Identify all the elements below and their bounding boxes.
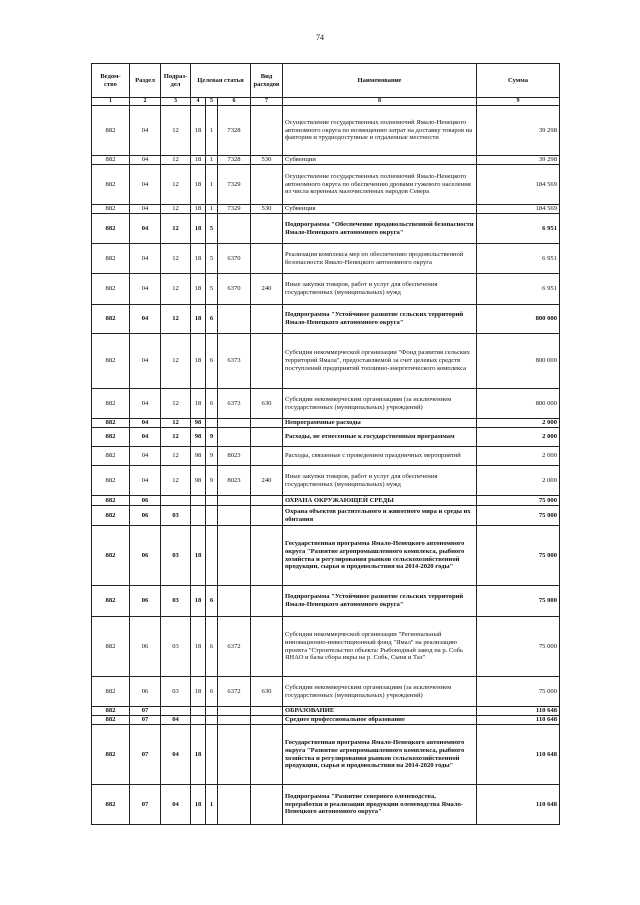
expense-type-cell <box>251 785 283 825</box>
sum-cell: 6 951 <box>477 214 560 244</box>
program-code-cell: 18 <box>191 677 206 707</box>
expense-type-cell: 630 <box>251 389 283 419</box>
sum-cell: 6 951 <box>477 274 560 305</box>
podrazdel-cell <box>161 496 191 506</box>
podrazdel-cell: 03 <box>161 617 191 677</box>
table-row <box>92 274 560 305</box>
program-code-cell: 18 <box>191 106 206 156</box>
sum-cell: 75 000 <box>477 526 560 586</box>
vedomstvo-cell: 882 <box>92 106 130 156</box>
expense-type-cell <box>251 707 283 716</box>
vedomstvo-cell: 882 <box>92 586 130 617</box>
razdel-cell: 04 <box>130 389 161 419</box>
name-cell: Субсидия некоммерческой организации "Региональный инновационно-инвестиционный фонд "Ямал" на реализацию проекта "Строительство объекта: Рыбоводный завод на р. Собь ЯНАО и базы сбора икры на р. Собь, Сыня и Таз" <box>283 617 477 677</box>
subprogram-code-cell: 5 <box>206 214 218 244</box>
program-code-cell <box>191 496 206 506</box>
expense-type-cell <box>251 506 283 526</box>
sum-cell: 2 000 <box>477 466 560 496</box>
vedomstvo-cell: 882 <box>92 716 130 725</box>
program-code-cell <box>191 716 206 725</box>
table-row <box>92 707 560 716</box>
subprogram-code-cell <box>206 716 218 725</box>
sum-cell: 800 000 <box>477 334 560 389</box>
direction-code-cell <box>218 716 251 725</box>
subprogram-code-cell: 1 <box>206 165 218 205</box>
name-cell: ОХРАНА ОКРУЖАЮЩЕЙ СРЕДЫ <box>283 496 477 506</box>
name-cell: Субсидии некоммерческим организациям (за исключением государственных (муниципальных) учреждений) <box>283 677 477 707</box>
vedomstvo-cell: 882 <box>92 274 130 305</box>
podrazdel-cell: 12 <box>161 334 191 389</box>
expense-type-cell <box>251 334 283 389</box>
col-number: 7 <box>251 98 283 106</box>
subprogram-code-cell: 1 <box>206 156 218 165</box>
subprogram-code-cell: 9 <box>206 447 218 466</box>
razdel-cell: 04 <box>130 419 161 428</box>
vedomstvo-cell: 882 <box>92 725 130 785</box>
program-code-cell: 98 <box>191 428 206 447</box>
podrazdel-cell: 12 <box>161 165 191 205</box>
table-row <box>92 244 560 274</box>
direction-code-cell: 6373 <box>218 389 251 419</box>
table-row <box>92 785 560 825</box>
table-row <box>92 526 560 586</box>
vedomstvo-cell: 882 <box>92 707 130 716</box>
col-number: 4 <box>191 98 206 106</box>
razdel-cell: 07 <box>130 707 161 716</box>
razdel-cell: 06 <box>130 617 161 677</box>
table-row <box>92 305 560 334</box>
name-cell: Осуществление государственных полномочий Ямало-Ненецкого автономного округа по обеспечению дровами гужевого населения из числа коренных малочисленных народов Севера <box>283 165 477 205</box>
table-row <box>92 419 560 428</box>
razdel-cell: 07 <box>130 785 161 825</box>
table-row <box>92 428 560 447</box>
program-code-cell <box>191 506 206 526</box>
razdel-cell: 07 <box>130 725 161 785</box>
table-row <box>92 205 560 214</box>
podrazdel-cell: 12 <box>161 156 191 165</box>
sum-cell: 110 648 <box>477 785 560 825</box>
podrazdel-cell: 03 <box>161 526 191 586</box>
program-code-cell: 18 <box>191 725 206 785</box>
name-cell: Подпрограмма "Развитие северного оленеводства, переработки и реализации продукции оленеводства Ямало-Ненецкого автономного округа" <box>283 785 477 825</box>
sum-cell: 184 569 <box>477 165 560 205</box>
expense-type-cell <box>251 165 283 205</box>
name-cell: Охрана объектов растительного и животного мира и среды их обитания <box>283 506 477 526</box>
direction-code-cell <box>218 586 251 617</box>
subprogram-code-cell: 5 <box>206 244 218 274</box>
direction-code-cell <box>218 428 251 447</box>
sum-cell: 184 569 <box>477 205 560 214</box>
program-code-cell: 18 <box>191 165 206 205</box>
direction-code-cell: 7329 <box>218 205 251 214</box>
expense-type-cell: 630 <box>251 677 283 707</box>
direction-code-cell <box>218 526 251 586</box>
vedomstvo-cell: 882 <box>92 205 130 214</box>
budget-table <box>91 63 560 825</box>
sum-cell: 800 000 <box>477 389 560 419</box>
table-row <box>92 156 560 165</box>
table-row <box>92 106 560 156</box>
razdel-cell: 04 <box>130 447 161 466</box>
razdel-cell: 06 <box>130 677 161 707</box>
name-cell: Подпрограмма "Устойчивое развитие сельских территорий Ямало-Ненецкого автономного округа" <box>283 586 477 617</box>
expense-type-cell <box>251 106 283 156</box>
sum-cell: 75 000 <box>477 586 560 617</box>
name-cell: Субсидии некоммерческим организациям (за исключением государственных (муниципальных) учреждений) <box>283 389 477 419</box>
razdel-cell: 06 <box>130 506 161 526</box>
program-code-cell <box>191 707 206 716</box>
direction-code-cell <box>218 214 251 244</box>
razdel-cell: 07 <box>130 716 161 725</box>
subprogram-code-cell: 6 <box>206 389 218 419</box>
program-code-cell: 18 <box>191 156 206 165</box>
subprogram-code-cell <box>206 526 218 586</box>
expense-type-cell <box>251 617 283 677</box>
name-cell: Субвенции <box>283 156 477 165</box>
sum-cell: 2 000 <box>477 447 560 466</box>
sum-cell: 75 000 <box>477 617 560 677</box>
table-row <box>92 617 560 677</box>
direction-code-cell <box>218 419 251 428</box>
sum-cell: 110 648 <box>477 716 560 725</box>
program-code-cell: 18 <box>191 244 206 274</box>
direction-code-cell: 6373 <box>218 334 251 389</box>
sum-cell: 110 648 <box>477 707 560 716</box>
col-number: 8 <box>283 98 477 106</box>
program-code-cell: 18 <box>191 274 206 305</box>
col-number: 5 <box>206 98 218 106</box>
direction-code-cell: 6370 <box>218 244 251 274</box>
podrazdel-cell: 03 <box>161 677 191 707</box>
vedomstvo-cell: 882 <box>92 617 130 677</box>
razdel-cell: 06 <box>130 526 161 586</box>
razdel-cell: 04 <box>130 214 161 244</box>
podrazdel-cell: 12 <box>161 466 191 496</box>
vedomstvo-cell: 882 <box>92 506 130 526</box>
subprogram-code-cell: 6 <box>206 334 218 389</box>
name-cell: Реализация комплекса мер по обеспечению продовольственной безопасности Ямало-Ненецкого автономного округа <box>283 244 477 274</box>
direction-code-cell: 7328 <box>218 106 251 156</box>
sum-cell: 39 298 <box>477 156 560 165</box>
subprogram-code-cell: 1 <box>206 785 218 825</box>
program-code-cell: 18 <box>191 214 206 244</box>
col-number: 9 <box>477 98 560 106</box>
podrazdel-cell: 04 <box>161 725 191 785</box>
direction-code-cell <box>218 725 251 785</box>
table-row <box>92 334 560 389</box>
vedomstvo-cell: 882 <box>92 244 130 274</box>
vedomstvo-cell: 882 <box>92 389 130 419</box>
program-code-cell: 18 <box>191 205 206 214</box>
expense-type-cell <box>251 716 283 725</box>
expense-type-cell: 240 <box>251 274 283 305</box>
expense-type-cell <box>251 419 283 428</box>
vedomstvo-cell: 882 <box>92 214 130 244</box>
header-summa: Сумма <box>477 64 560 98</box>
subprogram-code-cell: 9 <box>206 466 218 496</box>
subprogram-code-cell: 6 <box>206 305 218 334</box>
expense-type-cell <box>251 214 283 244</box>
podrazdel-cell: 12 <box>161 389 191 419</box>
razdel-cell: 04 <box>130 244 161 274</box>
program-code-cell: 18 <box>191 389 206 419</box>
vedomstvo-cell: 882 <box>92 428 130 447</box>
razdel-cell: 04 <box>130 334 161 389</box>
vedomstvo-cell: 882 <box>92 305 130 334</box>
vedomstvo-cell: 882 <box>92 785 130 825</box>
program-code-cell: 18 <box>191 334 206 389</box>
podrazdel-cell: 03 <box>161 506 191 526</box>
podrazdel-cell <box>161 707 191 716</box>
subprogram-code-cell <box>206 419 218 428</box>
direction-code-cell: 7329 <box>218 165 251 205</box>
table-row <box>92 586 560 617</box>
razdel-cell: 04 <box>130 305 161 334</box>
name-cell: Осуществление государственных полномочий Ямало-Ненецкого автономного округа по возмещению затрат на доставку товаров на фактории и труднодоступные и отдаленные местности <box>283 106 477 156</box>
podrazdel-cell: 12 <box>161 419 191 428</box>
program-code-cell: 98 <box>191 447 206 466</box>
sum-cell: 800 000 <box>477 305 560 334</box>
expense-type-cell <box>251 244 283 274</box>
name-cell: Субсидия некоммерческой организации "Фонд развития сельских территорий Ямала", предоставляемой за счет целевых средств поступлений предприятий топливно-энергетического комплекса <box>283 334 477 389</box>
table-row <box>92 677 560 707</box>
direction-code-cell: 6372 <box>218 677 251 707</box>
column-number-row <box>92 98 560 106</box>
col-number: 6 <box>218 98 251 106</box>
header-celevaya-statya: Целевая статья <box>191 64 251 98</box>
expense-type-cell <box>251 725 283 785</box>
vedomstvo-cell: 882 <box>92 526 130 586</box>
direction-code-cell <box>218 496 251 506</box>
direction-code-cell: 6372 <box>218 617 251 677</box>
subprogram-code-cell <box>206 506 218 526</box>
table-header-row <box>92 64 560 98</box>
podrazdel-cell: 12 <box>161 305 191 334</box>
razdel-cell: 04 <box>130 156 161 165</box>
podrazdel-cell: 12 <box>161 244 191 274</box>
sum-cell: 2 000 <box>477 428 560 447</box>
direction-code-cell <box>218 506 251 526</box>
expense-type-cell: 530 <box>251 205 283 214</box>
razdel-cell: 04 <box>130 106 161 156</box>
subprogram-code-cell: 6 <box>206 617 218 677</box>
sum-cell: 75 000 <box>477 677 560 707</box>
name-cell: Непрограммные расходы <box>283 419 477 428</box>
direction-code-cell: 6370 <box>218 274 251 305</box>
subprogram-code-cell <box>206 707 218 716</box>
direction-code-cell: 7328 <box>218 156 251 165</box>
podrazdel-cell: 03 <box>161 586 191 617</box>
name-cell: Подпрограмма "Обеспечение продовольственной безопасности Ямало-Ненецкого автономного округа" <box>283 214 477 244</box>
program-code-cell: 18 <box>191 305 206 334</box>
name-cell: Иные закупки товаров, работ и услуг для обеспечения государственных (муниципальных) нужд <box>283 274 477 305</box>
program-code-cell: 18 <box>191 586 206 617</box>
name-cell: Среднее профессиональное образование <box>283 716 477 725</box>
name-cell: Подпрограмма "Устойчивое развитие сельских территорий Ямало-Ненецкого автономного округа" <box>283 305 477 334</box>
name-cell: Расходы, не отнесенные к государственным программам <box>283 428 477 447</box>
sum-cell: 2 000 <box>477 419 560 428</box>
expense-type-cell <box>251 496 283 506</box>
col-number: 2 <box>130 98 161 106</box>
sum-cell: 110 648 <box>477 725 560 785</box>
subprogram-code-cell: 6 <box>206 677 218 707</box>
vedomstvo-cell: 882 <box>92 447 130 466</box>
expense-type-cell: 530 <box>251 156 283 165</box>
vedomstvo-cell: 882 <box>92 156 130 165</box>
razdel-cell: 04 <box>130 165 161 205</box>
sum-cell: 6 951 <box>477 244 560 274</box>
table-body <box>92 106 560 825</box>
podrazdel-cell: 04 <box>161 785 191 825</box>
vedomstvo-cell: 882 <box>92 334 130 389</box>
subprogram-code-cell <box>206 496 218 506</box>
header-vedomstvo: Ведом- ство <box>92 64 130 98</box>
podrazdel-cell: 12 <box>161 447 191 466</box>
direction-code-cell <box>218 785 251 825</box>
sum-cell: 39 298 <box>477 106 560 156</box>
program-code-cell: 98 <box>191 419 206 428</box>
table-row <box>92 725 560 785</box>
table-row <box>92 716 560 725</box>
expense-type-cell <box>251 526 283 586</box>
header-naimenovanie: Наименование <box>283 64 477 98</box>
name-cell: Государственная программа Ямало-Ненецкого автономного округа "Развитие агропромышленного комплекса, рыбного хозяйства и регулирования рынков сельскохозяйственной продукции, сырья и продовольствия на 2014-2020 годы" <box>283 725 477 785</box>
expense-type-cell <box>251 586 283 617</box>
expense-type-cell <box>251 428 283 447</box>
direction-code-cell: 8023 <box>218 466 251 496</box>
razdel-cell: 04 <box>130 466 161 496</box>
expense-type-cell <box>251 305 283 334</box>
razdel-cell: 04 <box>130 274 161 305</box>
podrazdel-cell: 12 <box>161 205 191 214</box>
page-number: 74 <box>316 33 324 42</box>
program-code-cell: 18 <box>191 785 206 825</box>
program-code-cell: 98 <box>191 466 206 496</box>
col-number: 1 <box>92 98 130 106</box>
vedomstvo-cell: 882 <box>92 466 130 496</box>
table-row <box>92 447 560 466</box>
podrazdel-cell: 12 <box>161 106 191 156</box>
sum-cell: 75 000 <box>477 496 560 506</box>
podrazdel-cell: 12 <box>161 214 191 244</box>
table-row <box>92 506 560 526</box>
direction-code-cell <box>218 707 251 716</box>
subprogram-code-cell <box>206 725 218 785</box>
razdel-cell: 04 <box>130 205 161 214</box>
direction-code-cell: 8023 <box>218 447 251 466</box>
table-row <box>92 214 560 244</box>
expense-type-cell: 240 <box>251 466 283 496</box>
subprogram-code-cell: 1 <box>206 205 218 214</box>
col-number: 3 <box>161 98 191 106</box>
table-row <box>92 496 560 506</box>
subprogram-code-cell: 5 <box>206 274 218 305</box>
program-code-cell: 18 <box>191 526 206 586</box>
name-cell: Иные закупки товаров, работ и услуг для обеспечения государственных (муниципальных) нужд <box>283 466 477 496</box>
table-row <box>92 466 560 496</box>
razdel-cell: 04 <box>130 428 161 447</box>
subprogram-code-cell: 6 <box>206 586 218 617</box>
header-podrazdel: Подраз- дел <box>161 64 191 98</box>
name-cell: Государственная программа Ямало-Ненецкого автономного округа "Развитие агропромышленного комплекса, рыбного хозяйства и регулирования рынков сельскохозяйственной продукции, сырья и продовольствия на 2014-2020 годы" <box>283 526 477 586</box>
subprogram-code-cell: 9 <box>206 428 218 447</box>
table-row <box>92 165 560 205</box>
podrazdel-cell: 12 <box>161 428 191 447</box>
name-cell: Расходы, связанные с проведением праздничных мероприятий <box>283 447 477 466</box>
expense-type-cell <box>251 447 283 466</box>
name-cell: Субвенция <box>283 205 477 214</box>
table-row <box>92 389 560 419</box>
vedomstvo-cell: 882 <box>92 165 130 205</box>
program-code-cell: 18 <box>191 617 206 677</box>
sum-cell: 75 000 <box>477 506 560 526</box>
vedomstvo-cell: 882 <box>92 419 130 428</box>
direction-code-cell <box>218 305 251 334</box>
header-vid-rashodov: Вид расходов <box>251 64 283 98</box>
podrazdel-cell: 12 <box>161 274 191 305</box>
vedomstvo-cell: 882 <box>92 496 130 506</box>
razdel-cell: 06 <box>130 496 161 506</box>
header-razdel: Раздел <box>130 64 161 98</box>
podrazdel-cell: 04 <box>161 716 191 725</box>
name-cell: ОБРАЗОВАНИЕ <box>283 707 477 716</box>
vedomstvo-cell: 882 <box>92 677 130 707</box>
subprogram-code-cell: 1 <box>206 106 218 156</box>
razdel-cell: 06 <box>130 586 161 617</box>
